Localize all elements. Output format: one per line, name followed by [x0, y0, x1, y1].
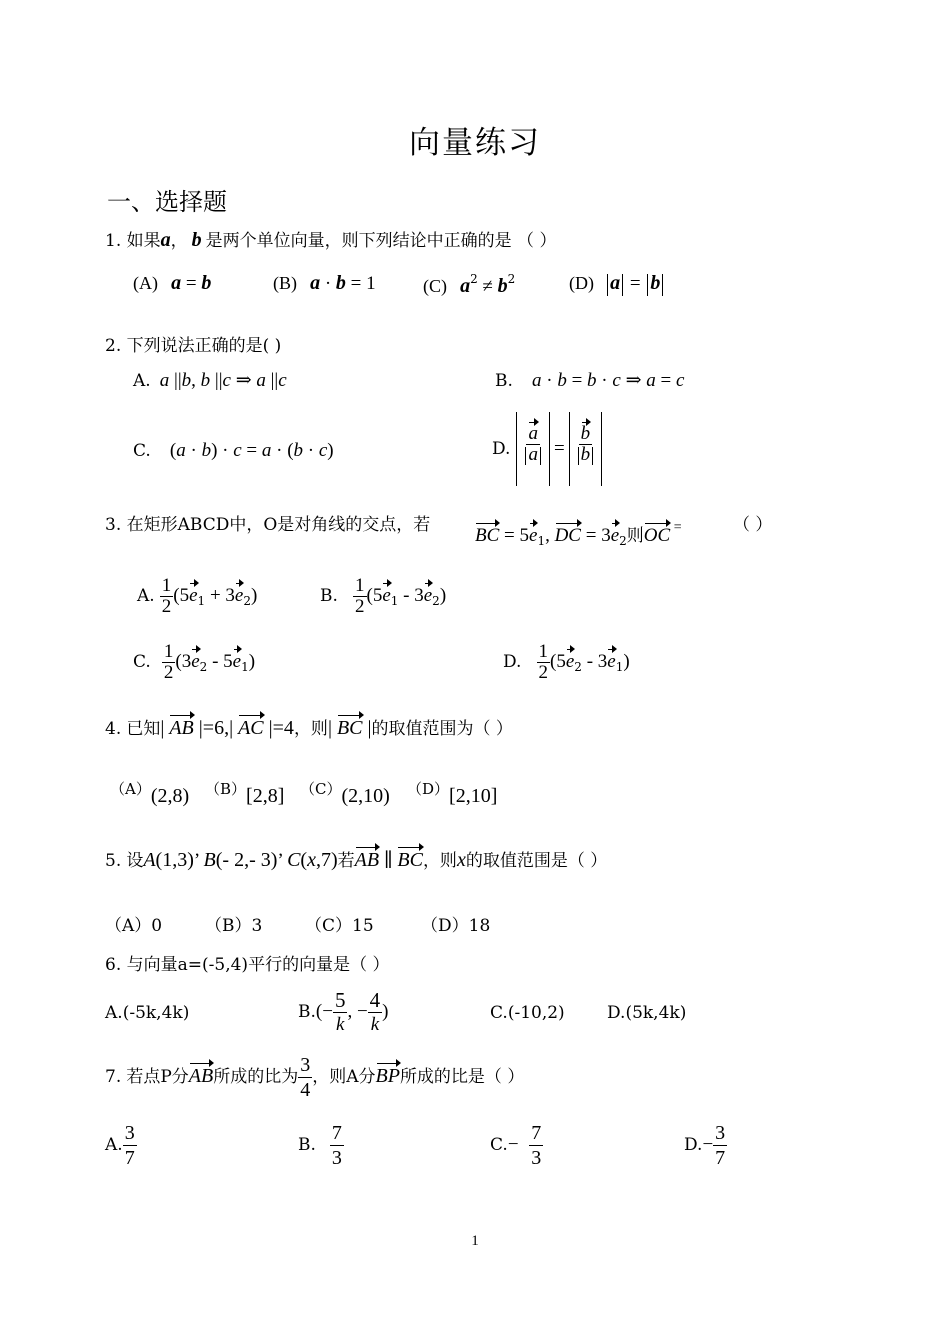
q6-option-b[interactable]: B.(− $\frac{5}{k}$ , − $\frac{4}{k}$ ) [298, 988, 389, 1035]
q5-option-c[interactable]: （C）15 [305, 916, 374, 936]
page-title: 向量练习 [409, 125, 541, 161]
q3-option-b[interactable]: B. $\frac{1}{2}$ $(5e_1 - 3e_2)$ [320, 575, 447, 617]
q4-option-d[interactable]: （D）[2,10] [407, 780, 498, 807]
page-number: 1 [471, 1233, 479, 1249]
q6-option-d[interactable]: D.(5k,4k) [607, 1003, 687, 1023]
q7-option-a[interactable]: A. $\frac{3}{7}$ [105, 1122, 135, 1169]
q3-answer-blank: （ ） [733, 515, 773, 535]
q1-option-b[interactable]: (B) a · b = 1 [273, 272, 376, 294]
q2-option-a[interactable]: A. a ||b, b ||c ⇒ a ||c [133, 370, 287, 391]
q3-option-a[interactable]: A. $\frac{1}{2}$ $(5e_1 + 3e_2)$ [137, 575, 258, 617]
question-1-stem: 1. 如果a， b 是两个单位向量，则下列结论中正确的是 （ ） [105, 229, 557, 251]
q1-option-c[interactable]: (C) $a^2 \ne b^2$ [423, 272, 516, 297]
q2-option-d[interactable]: D. $\frac{a}{a}$ = $\frac{b}{b}$ [492, 410, 602, 488]
q7-option-b[interactable]: B. $\frac{7}{3}$ [298, 1122, 342, 1169]
question-5-stem: 5. 设A(1,3)’ B(- 2,- 3)’ C(x,7)若AB ∥ BC，则x的取值范围是（ ） [105, 849, 608, 871]
q3-option-c[interactable]: C. $\frac{1}{2}$ $(3e_2 - 5e_1)$ [133, 641, 256, 683]
q7-option-d[interactable]: D.− $\frac{3}{7}$ [684, 1122, 726, 1169]
q6-option-c[interactable]: C.(-10,2) [490, 1003, 565, 1023]
q1-option-d[interactable]: (D) a = b [569, 272, 665, 296]
q5-option-d[interactable]: （D）18 [421, 916, 491, 936]
q4-option-c[interactable]: （C）(2,10) [300, 780, 390, 807]
question-2-stem: 2. 下列说法正确的是( ) [105, 336, 282, 356]
question-4-stem: 4. 已知| AB |=6,| AC |=4，则| BC |的取值范围为（ ） [105, 717, 513, 739]
q1-option-a[interactable]: (A) a = b [133, 272, 212, 294]
q5-option-a[interactable]: （A）0 [105, 916, 163, 936]
q7-option-c[interactable]: C.− $\frac{7}{3}$ [490, 1122, 542, 1169]
q2-option-b[interactable]: B. a · b = b · c ⇒ a = c [495, 370, 685, 391]
q4-option-a[interactable]: （A）(2,8) [110, 780, 190, 807]
question-6-stem: 6. 与向量a=(-5,4)平行的向量是（ ） [105, 955, 390, 975]
section-heading: 一、选择题 [107, 188, 227, 216]
q2-option-c[interactable]: C. (a · b) · c = a · (b · c) [133, 440, 334, 461]
q3-option-d[interactable]: D. $\frac{1}{2}$ $(5e_2 - 3e_1)$ [503, 641, 630, 683]
question-3-stem: 3. 在矩形ABCD中，O是对角线的交点，若 [105, 515, 431, 535]
q3-condition: BC = $5e_1$, DC = $3e_2$则OC = [475, 520, 682, 548]
question-7-stem: 7. 若点P分AB所成的比为 $\frac{3}{4}$ ，则A分BP所成的比是（ ） [105, 1054, 525, 1101]
q4-option-b[interactable]: （B）[2,8] [205, 780, 285, 807]
q5-option-b[interactable]: （B）3 [205, 916, 263, 936]
q6-option-a[interactable]: A.(-5k,4k) [105, 1003, 190, 1023]
